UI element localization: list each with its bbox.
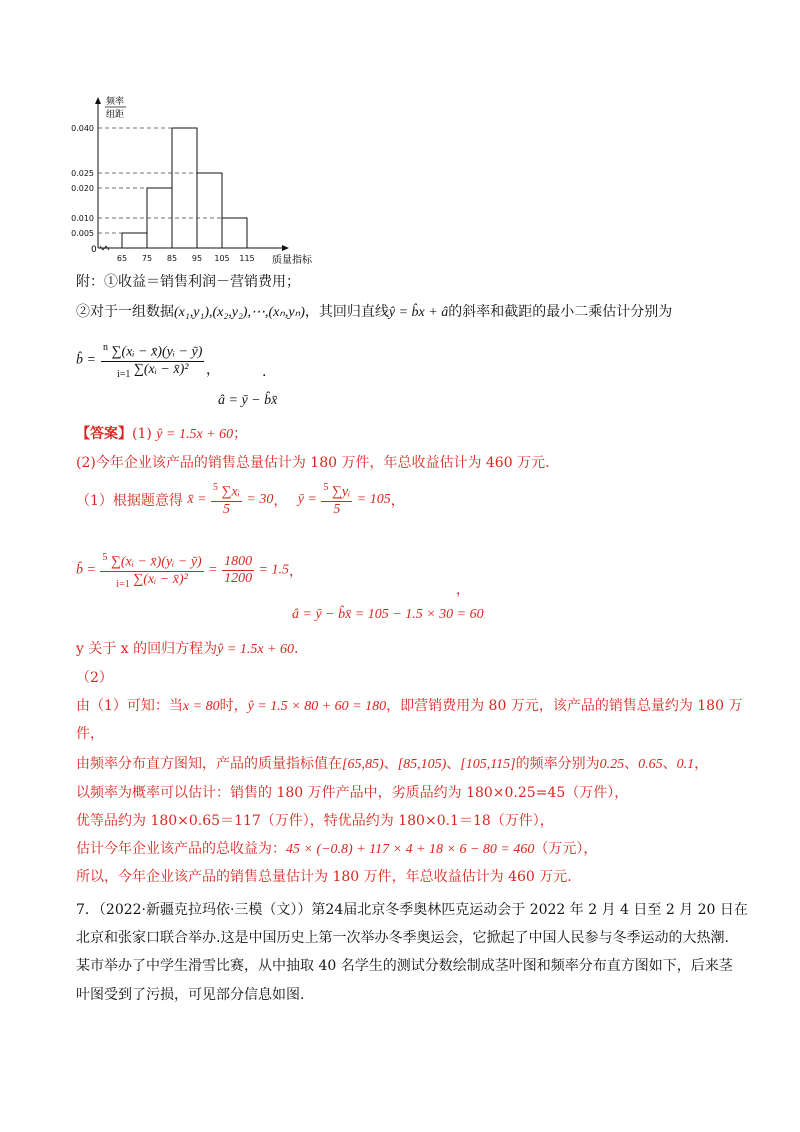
note-line-2-prefix: ②对于一组数据 xyxy=(76,304,174,320)
sol3-text: y 关于 x 的回归方程为 xyxy=(76,641,218,657)
sol-b-sum-bottom: i=1 xyxy=(116,578,130,590)
sol-b-comma: ， xyxy=(288,563,303,580)
formula-b-fraction xyxy=(101,342,204,379)
sol-b-num-text: ∑(xᵢ − x̄)(yᵢ − ȳ) xyxy=(110,554,202,570)
solution-b xyxy=(76,552,303,589)
axis-break-mark xyxy=(100,246,109,250)
x-tick-label: 75 xyxy=(141,254,153,263)
sol7-sep-3: 、 xyxy=(624,756,639,772)
answer-line-2: (2)今年企业该产品的销售总量估计为 180 万件，年总收益估计为 460 万元. xyxy=(76,455,550,471)
question-7-line-4: 叶图受到了污损，可见部分信息如图. xyxy=(76,987,305,1003)
y-axis-arrow xyxy=(95,97,101,104)
formula-b-lhs: b̂ = xyxy=(76,352,96,368)
sol10-b: （万元）， xyxy=(534,841,598,857)
xbar-lhs: x̄ = xyxy=(187,491,207,507)
answer-1-prefix: (1) xyxy=(132,426,152,442)
formula-b xyxy=(76,342,204,379)
question-7-line-2: 北京和张家口联合举办.这是中国历史上第一次举办冬季奥运会，它掀起了中国人民参与冬季运动的大热潮. xyxy=(76,930,729,946)
ybar-fraction xyxy=(321,482,352,518)
chart-xlabel: 质量指标 xyxy=(272,255,312,266)
answer-line-1 xyxy=(76,424,247,445)
sol-b-trailing-comma: ， xyxy=(456,582,470,598)
ybar-comma: ， xyxy=(390,492,405,509)
formula-b-sum-top: n xyxy=(103,342,109,353)
sol7-a: 由频率分布直方图知，产品的质量指标值在 xyxy=(76,756,342,772)
solution-line-4: （2） xyxy=(76,670,113,686)
formula-b-denominator xyxy=(101,362,204,380)
x-tick-label: 65 xyxy=(116,254,128,263)
xbar-comma: ， xyxy=(273,492,288,509)
question-7-line-1: 7．（2022·新疆克拉玛依·三模（文））第24届北京冬季奥林匹克运动会于 2022 年 2 月 4 日至 2 月 20 日在 xyxy=(76,902,748,918)
formula-comma: ， xyxy=(206,362,220,378)
formula-period: . xyxy=(262,364,267,380)
ybar-numerator xyxy=(321,482,352,502)
formula-b-numerator xyxy=(101,342,204,362)
sol5-a: 由（1）可知：当 xyxy=(76,698,183,714)
sol5-c: ，即营销费用为 80 万元，该产品的销售总量约为 180 万 xyxy=(386,698,743,714)
solution-line-7 xyxy=(76,754,708,775)
sol7-sep-2: 、 xyxy=(446,756,461,772)
sol-b-value-den: 1200 xyxy=(224,571,253,587)
solution-line-5 xyxy=(76,696,742,717)
xbar-sum-top: 5 xyxy=(213,482,218,493)
xbar-fraction xyxy=(211,482,242,518)
histogram-bar xyxy=(222,218,247,248)
note-line-2-data: (x₁,y₁),(x₂,y₂),⋯,(xₙ,yₙ) xyxy=(174,305,305,320)
sol7-interval-2: [85,105) xyxy=(397,757,447,772)
note-line-2-suffix: 的斜率和截距的最小二乘估计分别为 xyxy=(448,304,673,320)
sol-b-lhs: b̂ = xyxy=(76,562,96,578)
sol7-end: ， xyxy=(694,756,709,772)
histogram-bar xyxy=(122,233,147,248)
chart-ylabel-top: 频率 xyxy=(106,97,125,107)
ybar-rhs: = 105 xyxy=(356,491,391,507)
solution-line-11: 所以，今年企业该产品的销售总量估计为 180 万件，年总收益估计为 460 万元. xyxy=(76,869,572,885)
sol3-end: . xyxy=(293,641,299,657)
x-tick-label: 115 xyxy=(239,254,255,263)
sol-b-rhs: = 1.5 xyxy=(258,562,289,578)
sol-b-fraction xyxy=(100,552,203,589)
sol5-b: 时， xyxy=(219,698,248,714)
formula-b-num-text: ∑(xᵢ − x̄)(yᵢ − ȳ) xyxy=(111,344,203,360)
sol7-v2: 0.65 xyxy=(638,757,663,772)
question-7-line-3: 某市举办了中学生滑雪比赛，从中抽取 40 名学生的测试分数绘制成茎叶图和频率分布直方图如下，后来茎 xyxy=(76,958,733,974)
x-tick-label: 105 xyxy=(214,254,230,263)
histogram-bar xyxy=(197,173,222,248)
sol-b-den-text: ∑(xᵢ − x̄)² xyxy=(133,571,188,587)
solution-1 xyxy=(76,482,405,518)
sol7-sep-1: 、 xyxy=(383,756,398,772)
note-line-2-mid: ，其回归直线 xyxy=(304,304,389,320)
answer-1-eq: ŷ = 1.5x + 60 xyxy=(156,427,234,442)
sol-b-eq-sign: = xyxy=(208,562,218,578)
solution-line-8: 以频率为概率可以估计：销售的 180 万件产品中，劣质品约为 180×0.25=45（万件）， xyxy=(76,785,629,801)
sol7-b: 的频率分别为 xyxy=(515,756,600,772)
x-tick-label: 85 xyxy=(166,254,178,263)
y-tick-label: 0.040 xyxy=(71,124,94,133)
sol7-interval-3: [105,115] xyxy=(460,757,516,772)
xbar-numerator xyxy=(211,482,242,502)
xbar-num-text: ∑xᵢ xyxy=(221,484,240,500)
sol10-eq: 45 × (−0.8) + 117 × 4 + 18 × 6 − 80 = 460 xyxy=(286,842,535,857)
y-tick-label: 0.010 xyxy=(71,214,94,223)
sol7-sep-4: 、 xyxy=(662,756,677,772)
sol-b-numerator xyxy=(100,552,203,572)
sol10-a: 估计今年企业该产品的总收益为： xyxy=(76,841,286,857)
histogram-bar xyxy=(172,128,197,248)
sol-a-eq: â = ȳ − b̂x̄ = 105 − 1.5 × 30 = 60 xyxy=(292,607,484,622)
ybar-lhs: ȳ = xyxy=(297,491,317,507)
x-axis-arrow xyxy=(282,245,289,251)
xbar-denominator: 5 xyxy=(222,501,230,517)
formula-a: â = ȳ − b̂x̄ xyxy=(218,393,278,408)
answer-1-end: ； xyxy=(233,426,248,442)
formula-b-sum-bottom: i=1 xyxy=(116,368,131,380)
solution-1-prefix: （1）根据题意得 xyxy=(76,492,183,509)
sol5-eq2: ŷ = 1.5 × 80 + 60 = 180 xyxy=(247,699,387,714)
histogram-chart xyxy=(60,90,330,270)
chart-ylabel-bottom: 组距 xyxy=(106,110,125,120)
formula-b-den-text: ∑(xᵢ − x̄)² xyxy=(133,361,189,377)
ybar-denominator: 5 xyxy=(333,501,341,517)
sol-b-sum-top: 5 xyxy=(102,552,108,563)
y-tick-label: 0.005 xyxy=(71,229,94,238)
note-line-2-eq: ŷ = b̂x + â xyxy=(388,305,449,320)
ybar-sum-top: 5 xyxy=(323,482,329,493)
chart-origin-label: 0 xyxy=(91,245,97,255)
x-tick-label: 95 xyxy=(191,254,203,263)
xbar-rhs: = 30 xyxy=(246,491,274,507)
solution-line-10 xyxy=(76,839,597,860)
sol3-eq: ŷ = 1.5x + 60 xyxy=(217,642,294,657)
solution-line-3 xyxy=(76,639,298,660)
solution-line-6: 件， xyxy=(76,726,104,742)
sol7-v3: 0.1 xyxy=(676,757,695,772)
note-line-1: 附：①收益＝销售利润－营销费用； xyxy=(76,274,300,290)
answer-tag: 【答案】 xyxy=(76,426,132,442)
y-tick-label: 0.025 xyxy=(71,169,94,178)
sol7-interval-1: [65,85) xyxy=(342,757,384,772)
sol-b-value-num: 1800 xyxy=(224,554,253,570)
sol-b-denominator xyxy=(100,572,203,590)
sol5-eq1: x = 80 xyxy=(182,699,220,714)
sol7-v1: 0.25 xyxy=(599,757,625,772)
solution-line-9: 优等品约为 180×0.65＝117（万件），特优品约为 180×0.1＝18（万件）， xyxy=(76,813,554,829)
ybar-num-text: ∑yᵢ xyxy=(331,484,351,500)
sol-b-value-fraction xyxy=(222,554,254,587)
note-line-2 xyxy=(76,302,672,323)
y-tick-label: 0.020 xyxy=(71,184,94,193)
